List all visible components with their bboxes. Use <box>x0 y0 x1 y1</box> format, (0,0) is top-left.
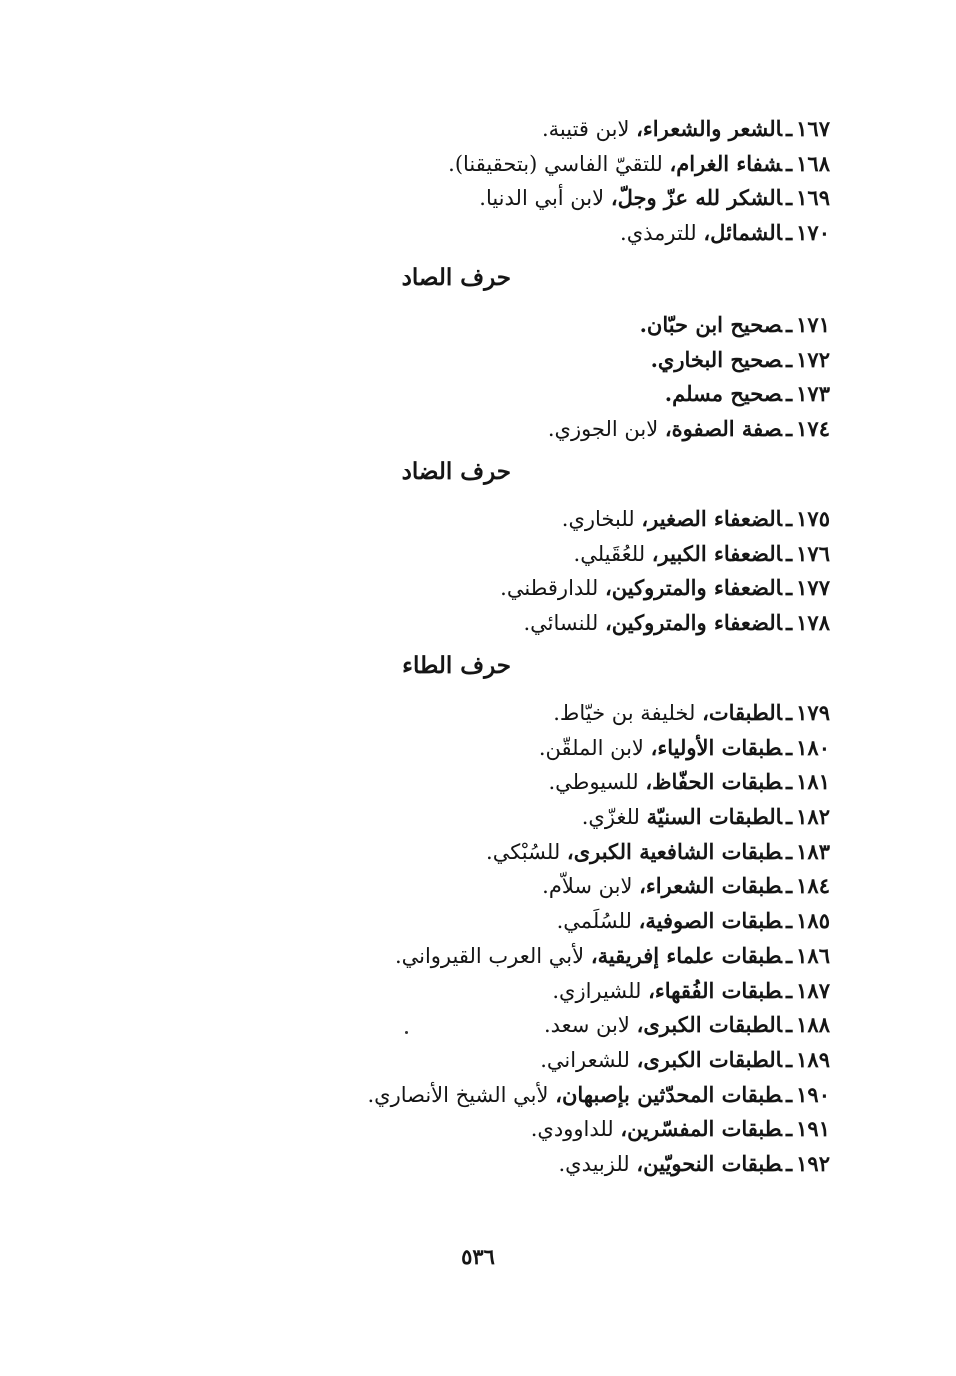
entry-author: للترمذي. <box>620 221 697 246</box>
entry-list <box>310 502 830 641</box>
entry-author: للشعراني. <box>540 1047 630 1072</box>
entry-number: ١٧٧ <box>796 575 830 601</box>
entry-number: ١٧٣ <box>796 381 830 407</box>
entry-list <box>310 308 830 447</box>
entry-title: الطبقات السنيّة <box>646 804 782 830</box>
entry-title: شفاء الغرام، <box>669 150 782 176</box>
entry-title: الشكر لله عزّ وجلّ، <box>610 185 782 211</box>
list-item: ١٦٧ـالشعر والشعراء، لابن قتيبة. <box>541 116 830 141</box>
entry-number: ١٩٠ <box>796 1081 830 1107</box>
list-item: ١٧٦ـالضعفاء الكبير، للعُقَيلي. <box>573 540 830 566</box>
entry-author: للدارقطني. <box>500 576 599 601</box>
list-item: ١٨٣ـطبقات الشافعية الكبرى، للسُبْكي. <box>486 838 830 864</box>
entry-number: ١٧٤ <box>796 416 830 442</box>
entry-number: ١٨١ <box>796 769 830 795</box>
entry-title: الشمائل، <box>703 220 782 246</box>
list-item: ١٧٩ـالطبقات، لخليفة بن خيّاط. <box>553 700 830 725</box>
list-item: ١٦٨ـشفاء الغرام، للتقيّ الفاسي (بتحقيقنا). <box>448 150 830 176</box>
entry-number: ١٦٧ <box>796 116 830 141</box>
entry-title: طبقات النحويّين، <box>636 1150 782 1176</box>
list-item: ١٨٩ـالطبقات الكبرى، للشعراني. <box>540 1046 830 1072</box>
list-item: ١٨٠ـطبقات الأولياء، لابن الملقّن. <box>538 734 830 760</box>
entry-author: لابن الجوزي. <box>547 417 659 442</box>
entry-title: الضعفاء الصغير، <box>641 506 782 531</box>
entry-title: طبقات علماء إفريقية، <box>590 942 782 968</box>
entry-author: لابن سلاّم. <box>542 874 633 899</box>
list-item: ١٩٢ـطبقات النحويّين، للزبيدي. <box>558 1150 830 1176</box>
list-item: ١٧٥ـالضعفاء الصغير، للبخاري. <box>561 506 830 531</box>
entry-author: للزبيدي. <box>558 1151 630 1176</box>
entry-title: صحيح مسلم. <box>664 381 782 407</box>
entry-title: طبقات الحفّاظ، <box>645 769 782 795</box>
entry-title: طبقات الشافعية الكبرى، <box>566 838 782 864</box>
entry-list <box>310 112 830 251</box>
entry-author: للسُلَمي. <box>556 909 632 934</box>
entry-author: للتقيّ الفاسي (بتحقيقنا). <box>448 151 663 176</box>
entry-title: صفة الصفوة، <box>664 416 782 442</box>
entry-number: ١٨٢ <box>796 804 830 830</box>
list-item: ١٧٢ـصحيح البخاري. <box>650 346 830 372</box>
entry-title: صحيح البخاري. <box>650 346 782 372</box>
entry-title: الضعفاء والمتروكين، <box>604 575 782 601</box>
list-item: ١٨٨ـالطبقات الكبرى، لابن سعد. <box>543 1012 830 1038</box>
list-item: ١٧٣ـصحيح مسلم. <box>664 381 830 407</box>
entry-number: ١٧١ <box>796 312 830 337</box>
entry-author: لابن الملقّن. <box>538 735 644 760</box>
entry-number: ١٧٩ <box>796 700 830 725</box>
entry-number: ١٨٣ <box>796 838 830 864</box>
list-item: ١٨٦ـطبقات علماء إفريقية، لأبي العرب القيرواني. <box>394 942 830 968</box>
entry-title: الشعر والشعراء، <box>636 116 782 141</box>
entry-number: ١٧٨ <box>796 610 830 636</box>
section-heading: حرف الضاد <box>401 458 511 485</box>
list-item: ١٩١ـطبقات المفسّرين، للداوودي. <box>530 1116 830 1142</box>
entry-number: ١٩٢ <box>796 1150 830 1176</box>
entry-author: للبخاري. <box>561 507 635 531</box>
entry-title: الضعفاء الكبير، <box>651 540 782 566</box>
entry-author: للداوودي. <box>530 1117 614 1142</box>
entry-title: طبقات الفُقهاء، <box>648 977 782 1003</box>
entry-title: طبقات المحدّثين بإصبهان، <box>555 1081 782 1107</box>
entry-number: ١٨٥ <box>796 908 830 934</box>
print-speck <box>405 1031 408 1034</box>
entry-number: ١٦٩ <box>796 185 830 211</box>
entry-author: لابن أبي الدنيا. <box>479 186 605 211</box>
list-item: ١٧٧ـالضعفاء والمتروكين، للدارقطني. <box>500 575 830 601</box>
page-number: ٥٣٦ <box>461 1244 495 1269</box>
entry-number: ١٨٧ <box>796 977 830 1003</box>
entry-number: ١٨٤ <box>796 873 830 899</box>
entry-author: لابن سعد. <box>543 1013 630 1038</box>
entry-author: للشيرازي. <box>552 978 642 1003</box>
entry-author: لأبي العرب القيرواني. <box>394 943 585 968</box>
entry-title: الطبقات الكبرى، <box>636 1012 782 1038</box>
list-item: ١٨١ـطبقات الحفّاظ، للسيوطي. <box>548 769 830 795</box>
entry-number: ١٧٠ <box>796 220 830 246</box>
entry-author: للنسائي. <box>523 611 599 636</box>
entry-title: طبقات الأولياء، <box>650 734 782 760</box>
entry-author: لأبي الشيخ الأنصاري. <box>367 1082 549 1107</box>
list-item: ١٧٠ـالشمائل، للترمذي. <box>620 220 830 246</box>
entry-author: للغزّي. <box>581 805 640 830</box>
list-item: ١٦٩ـالشكر لله عزّ وجلّ، لابن أبي الدنيا. <box>479 185 830 211</box>
entry-number: ١٧٢ <box>796 346 830 372</box>
entry-author: لابن قتيبة. <box>541 117 630 141</box>
list-item: ١٧٨ـالضعفاء والمتروكين، للنسائي. <box>523 610 830 636</box>
entry-number: ١٨٨ <box>796 1012 830 1038</box>
entry-number: ١٩١ <box>796 1116 830 1142</box>
section-heading: حرف الصاد <box>401 264 511 291</box>
entry-number: ١٧٦ <box>796 540 830 566</box>
entry-title: الطبقات الكبرى، <box>636 1046 782 1072</box>
entry-number: ١٧٥ <box>796 506 830 531</box>
entry-number: ١٨٩ <box>796 1046 830 1072</box>
entry-list <box>310 696 830 1182</box>
entry-author: للعُقَيلي. <box>573 541 646 566</box>
entry-title: صحيح ابن حبّان. <box>639 312 782 337</box>
entry-title: الضعفاء والمتروكين، <box>604 610 782 636</box>
entry-title: الطبقات، <box>702 700 782 725</box>
entry-title: طبقات الشعراء، <box>639 873 782 899</box>
list-item: ١٨٤ـطبقات الشعراء، لابن سلاّم. <box>542 873 830 899</box>
entry-author: للسيوطي. <box>548 770 639 795</box>
entry-number: ١٦٨ <box>796 150 830 176</box>
entry-title: طبقات الصوفية، <box>638 908 782 934</box>
entry-number: ١٨٠ <box>796 734 830 760</box>
list-item: ١٩٠ـطبقات المحدّثين بإصبهان، لأبي الشيخ الأنصاري. <box>367 1081 830 1107</box>
entry-title: طبقات المفسّرين، <box>620 1116 782 1142</box>
entry-author: للسُبْكي. <box>486 839 561 864</box>
entry-author: لخليفة بن خيّاط. <box>553 701 696 725</box>
section-heading: حرف الطاء <box>402 652 511 679</box>
list-item: ١٨٥ـطبقات الصوفية، للسُلَمي. <box>556 908 830 934</box>
list-item: ١٨٢ـالطبقات السنيّة للغزّي. <box>581 804 830 830</box>
list-item: ١٧٤ـصفة الصفوة، لابن الجوزي. <box>547 416 830 442</box>
entry-number: ١٨٦ <box>796 942 830 968</box>
list-item: ١٧١ـصحيح ابن حبّان. <box>639 312 830 337</box>
list-item: ١٨٧ـطبقات الفُقهاء، للشيرازي. <box>552 977 830 1003</box>
